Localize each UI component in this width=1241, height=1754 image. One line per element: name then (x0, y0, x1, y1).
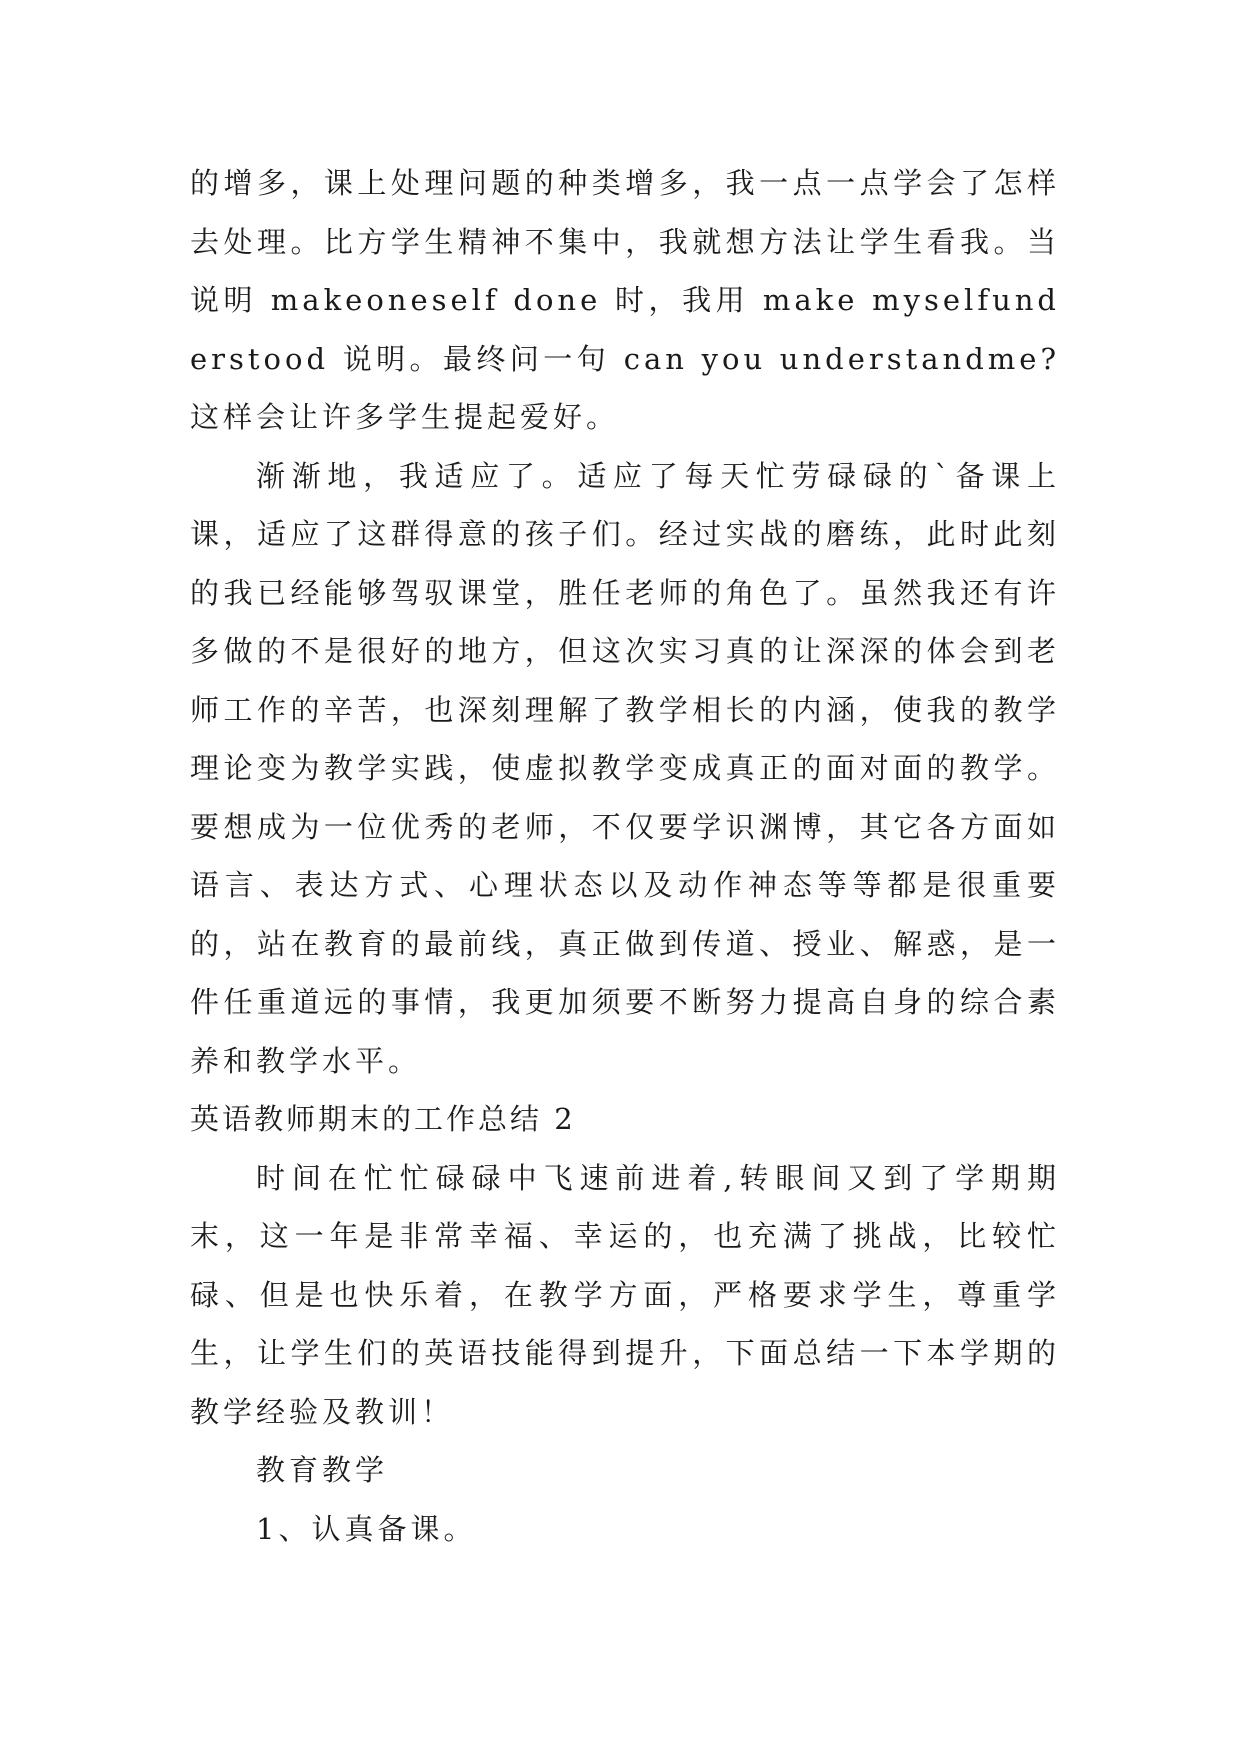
paragraph-continued: 的增多，课上处理问题的种类增多，我一点一点学会了怎样去处理。比方学生精神不集中，我就想方法让学生看我。当说明 makeoneself done 时，我用 make myselfunderstood 说明。最终问一句 can you understandme?这样会让许多学生提起爱好。 (190, 166, 1060, 434)
section-title: 英语教师期末的工作总结 2 (190, 1102, 576, 1136)
paragraph-semester-intro: 时间在忙忙碌碌中飞速前进着,转眼间又到了学期期末，这一年是非常幸福、幸运的，也充满了挑战，比较忙碌、但是也快乐着，在教学方面，严格要求学生，尊重学生，让学生们的英语技能得到提升，下面总结一下本学期的教学经验及教训！ (190, 1160, 1060, 1429)
subheading-education-teaching: 教育教学 (256, 1453, 389, 1487)
list-item-prepare-lessons: 1、认真备课。 (256, 1511, 477, 1546)
document-body (190, 154, 1060, 1558)
paragraph-adapting: 渐渐地，我适应了。适应了每天忙劳碌碌的`备课上课，适应了这群得意的孩子们。经过实战的磨练，此时此刻的我已经能够驾驭课堂，胜任老师的角色了。虽然我还有许多做的不是很好的地方，但这次实习真的让深深的体会到老师工作的辛苦，也深刻理解了教学相长的内涵，使我的教学理论变为教学实践，使虚拟教学变成真正的面对面的教学。要想成为一位优秀的老师，不仅要学识渊博，其它各方面如语言、表达方式、心理状态以及动作神态等等都是很重要的，站在教育的最前线，真正做到传道、授业、解惑，是一件任重道远的事情，我更加须要不断努力提高自身的综合素养和教学水平。 (190, 458, 1060, 1078)
